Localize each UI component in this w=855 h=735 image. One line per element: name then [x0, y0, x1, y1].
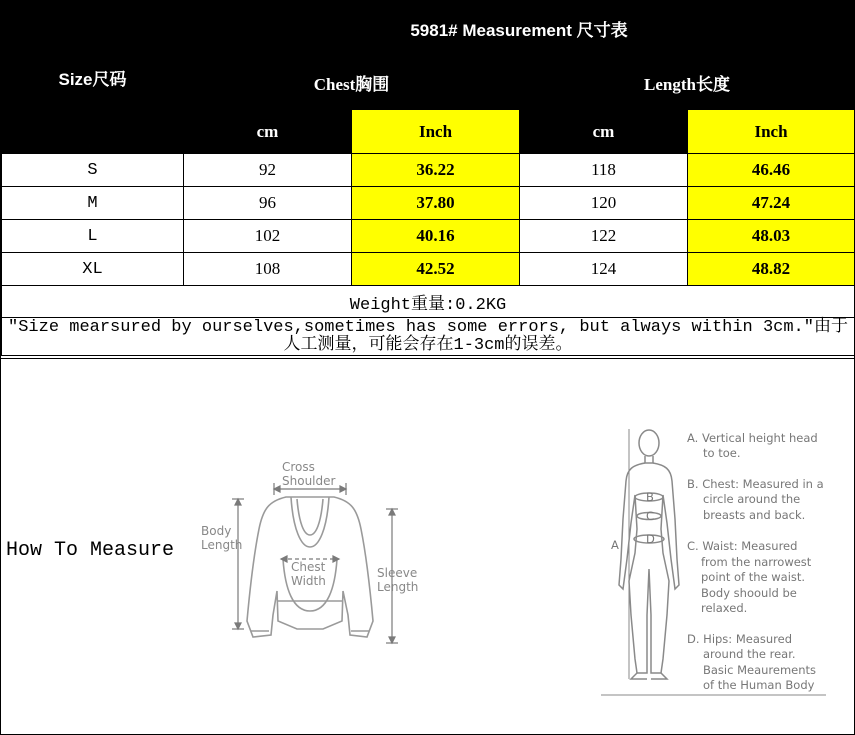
cross-shoulder-label-1: Cross	[282, 460, 315, 474]
table-row	[2, 253, 855, 286]
chest-cm-header: cm	[184, 110, 352, 154]
how-to-measure-section	[1, 358, 854, 735]
body-length-label-2: Length	[201, 538, 243, 552]
chest-inch-cell: 37.80	[352, 187, 520, 220]
size-cell: M	[2, 187, 184, 220]
note-line: Body shoould be	[701, 586, 797, 600]
cross-shoulder-label-2: Shoulder	[282, 474, 336, 488]
size-table	[1, 1, 855, 356]
note-line: A. Vertical height head	[687, 431, 818, 445]
note-line: around the rear.	[703, 647, 796, 661]
note-line: point of the waist.	[701, 570, 806, 584]
size-cell: L	[2, 220, 184, 253]
length-inch-cell: 47.24	[688, 187, 855, 220]
chest-inch-cell: 40.16	[352, 220, 520, 253]
body-letters	[611, 490, 655, 552]
table-row	[2, 187, 855, 220]
length-inch-cell: 48.03	[688, 220, 855, 253]
letter-b: B	[646, 490, 654, 504]
letter-a: A	[611, 538, 619, 552]
chest-inch-cell: 42.52	[352, 253, 520, 286]
note-line: B. Chest: Measured in a	[687, 477, 824, 491]
chest-inch-header: Inch	[352, 110, 520, 154]
length-inch-header: Inch	[688, 110, 855, 154]
body-length-label-1: Body	[201, 524, 232, 538]
letter-c: C	[646, 509, 655, 523]
size-cell: S	[2, 154, 184, 187]
size-cell: XL	[2, 253, 184, 286]
note-line: C. Waist: Measured	[687, 539, 798, 553]
chest-inch-cell: 36.22	[352, 154, 520, 187]
note-line: relaxed.	[701, 601, 748, 615]
note-line: D. Hips: Measured	[687, 632, 793, 646]
length-inch-cell: 46.46	[688, 154, 855, 187]
length-cm-cell: 122	[520, 220, 688, 253]
note-line: from the narrowest	[701, 555, 812, 569]
length-cm-cell: 120	[520, 187, 688, 220]
chest-width-label-2: Width	[291, 574, 326, 588]
note-line: breasts and back.	[703, 508, 806, 522]
measure-illustrations	[1, 359, 854, 735]
length-cm-header: cm	[520, 110, 688, 154]
chart-title: 5981# Measurement 尺寸表	[184, 2, 855, 55]
chest-cm-cell: 96	[184, 187, 352, 220]
size-header: Size尺码	[2, 2, 184, 154]
chest-width-label-1: Chest	[291, 560, 326, 574]
note-line: Basic Meaurements	[703, 663, 817, 677]
length-cm-cell: 118	[520, 154, 688, 187]
sleeve-length-label-2: Length	[377, 580, 419, 594]
length-cm-cell: 124	[520, 253, 688, 286]
letter-d: D	[646, 532, 655, 546]
note-line: circle around the	[703, 492, 801, 506]
how-to-measure-label: How To Measure	[6, 539, 175, 562]
measurement-note: "Size mearsured by ourselves,sometimes has some errors, but always within 3cm."由于人工测量，可能会存在1-3cm的误差。	[2, 318, 855, 356]
table-row	[2, 154, 855, 187]
chest-header: Chest胸围	[184, 55, 520, 110]
garment-labels	[201, 460, 418, 594]
length-header: Length长度	[520, 55, 855, 110]
chest-cm-cell: 92	[184, 154, 352, 187]
note-line: to toe.	[703, 446, 741, 460]
table-row	[2, 220, 855, 253]
sleeve-length-label-1: Sleeve	[377, 566, 418, 580]
body-measure-notes	[687, 431, 824, 692]
length-inch-cell: 48.82	[688, 253, 855, 286]
chest-cm-cell: 108	[184, 253, 352, 286]
chest-cm-cell: 102	[184, 220, 352, 253]
note-line: of the Human Body	[703, 678, 815, 692]
weight-cell: Weight重量:0.2KG	[2, 286, 855, 318]
